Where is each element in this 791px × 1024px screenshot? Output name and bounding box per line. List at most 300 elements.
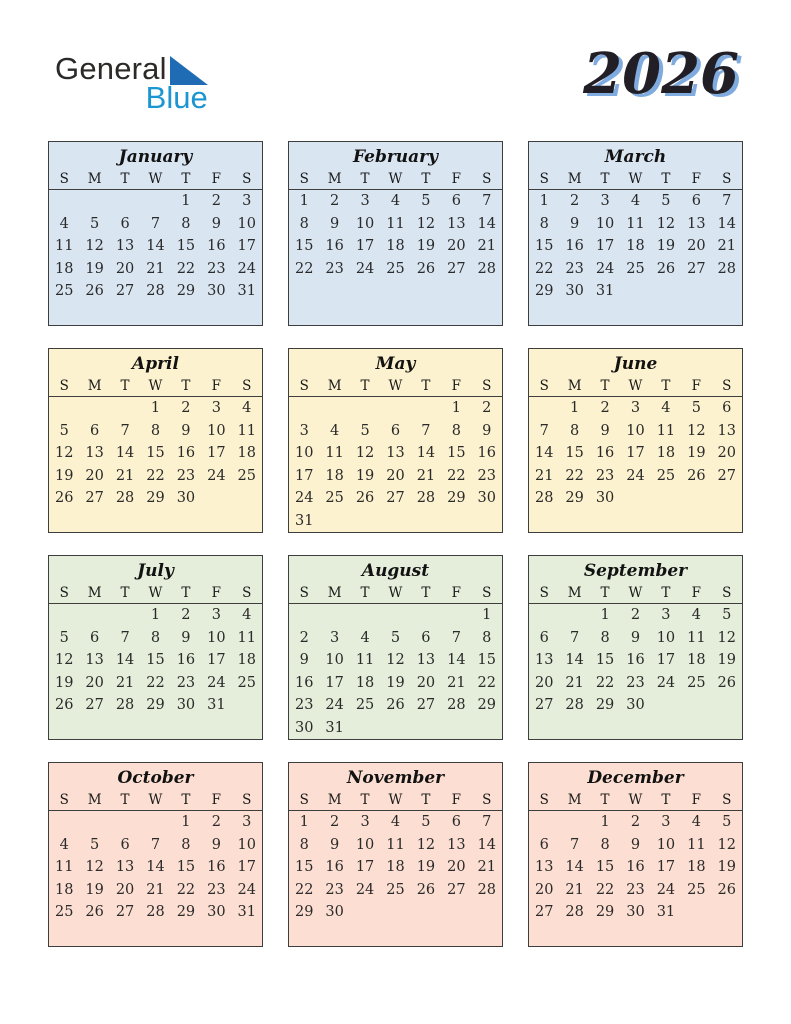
weekday-label: S	[59, 792, 69, 808]
day-cell	[529, 303, 559, 326]
day-cell: 20	[687, 238, 706, 255]
day-cell	[559, 717, 589, 740]
day-cell	[380, 397, 410, 420]
day-cell: 30	[294, 719, 314, 736]
day-cell: 1	[181, 814, 191, 831]
weekday-label: T	[120, 585, 130, 601]
day-cell: 27	[85, 490, 104, 507]
day-cell: 18	[355, 674, 375, 691]
day-cell: 10	[355, 215, 375, 232]
days-grid	[529, 190, 742, 325]
day-cell: 28	[146, 283, 165, 300]
day-cell	[289, 303, 319, 326]
day-cell: 28	[416, 490, 436, 507]
day-cell: 27	[534, 697, 554, 714]
month-title: July	[137, 561, 174, 581]
day-cell: 14	[477, 836, 496, 853]
day-cell	[110, 811, 140, 834]
weekday-label: T	[120, 792, 130, 808]
day-cell: 23	[176, 674, 196, 691]
day-cell	[559, 303, 589, 326]
day-cell: 29	[595, 697, 615, 714]
day-cell: 2	[630, 814, 641, 831]
day-cell	[712, 510, 742, 533]
weekday-label: M	[87, 792, 102, 808]
day-cell: 3	[299, 422, 309, 439]
days-grid	[529, 397, 742, 532]
day-cell: 31	[207, 697, 226, 714]
day-cell: 12	[416, 836, 436, 853]
day-cell: 6	[421, 629, 431, 646]
day-cell: 2	[330, 193, 340, 210]
day-cell	[651, 510, 681, 533]
day-cell: 31	[237, 283, 256, 300]
day-cell: 24	[237, 260, 256, 277]
day-cell	[201, 303, 231, 326]
day-cell: 22	[146, 674, 165, 691]
day-cell	[472, 901, 502, 924]
day-cell	[232, 694, 262, 717]
day-cell	[472, 280, 502, 303]
day-cell	[441, 303, 471, 326]
day-cell: 2	[630, 607, 641, 624]
day-cell: 17	[325, 674, 344, 691]
day-cell	[411, 510, 441, 533]
day-cell: 21	[565, 881, 584, 898]
day-cell: 8	[299, 836, 309, 853]
day-cell: 15	[595, 859, 615, 876]
day-cell: 9	[330, 215, 340, 232]
weekday-label: S	[299, 171, 309, 187]
day-cell	[140, 717, 170, 740]
day-cell: 15	[595, 652, 615, 669]
day-cell	[350, 303, 380, 326]
day-cell: 7	[570, 629, 580, 646]
day-cell: 6	[390, 422, 401, 439]
day-cell: 22	[176, 260, 196, 277]
day-cell: 24	[656, 674, 676, 691]
day-cell: 8	[482, 629, 492, 646]
day-cell: 19	[717, 859, 736, 876]
day-cell: 25	[687, 674, 706, 691]
day-cell	[171, 924, 201, 947]
days-grid	[289, 397, 502, 532]
day-cell	[590, 303, 620, 326]
day-cell: 6	[120, 215, 130, 232]
day-cell: 5	[90, 836, 100, 853]
day-cell: 7	[451, 629, 461, 646]
days-grid	[529, 604, 742, 739]
day-cell: 29	[176, 283, 196, 300]
day-cell: 26	[717, 881, 736, 898]
day-cell: 27	[447, 260, 466, 277]
day-cell: 6	[691, 193, 701, 210]
day-cell	[559, 604, 589, 627]
day-cell: 25	[54, 904, 74, 921]
day-cell: 11	[355, 652, 375, 669]
day-cell	[681, 924, 711, 947]
day-cell: 21	[115, 467, 135, 484]
day-cell: 29	[477, 697, 496, 714]
weekday-label: S	[722, 792, 732, 808]
day-cell: 3	[661, 607, 671, 624]
month-title: May	[375, 354, 416, 374]
weekday-label: S	[722, 171, 732, 187]
day-cell: 15	[146, 445, 165, 462]
weekday-label: T	[181, 792, 191, 808]
year-title: 2026	[583, 41, 739, 107]
day-cell	[620, 924, 650, 947]
weekday-label: T	[600, 171, 610, 187]
day-cell: 13	[447, 215, 466, 232]
day-cell	[380, 510, 410, 533]
days-grid	[49, 604, 262, 739]
month-title: October	[117, 768, 194, 788]
day-cell: 17	[294, 467, 314, 484]
day-cell	[681, 694, 711, 717]
day-cell: 22	[294, 881, 314, 898]
day-cell: 19	[355, 467, 375, 484]
day-cell: 13	[687, 215, 706, 232]
month-card	[528, 555, 743, 740]
day-cell: 3	[211, 400, 221, 417]
day-cell	[289, 924, 319, 947]
day-cell: 12	[416, 215, 436, 232]
day-cell	[712, 694, 742, 717]
weekday-header-row	[49, 168, 262, 190]
day-cell: 15	[477, 652, 496, 669]
weekday-label: S	[242, 378, 252, 394]
day-cell: 9	[482, 422, 492, 439]
day-cell: 12	[85, 859, 104, 876]
weekday-label: F	[451, 792, 462, 808]
day-cell	[110, 604, 140, 627]
day-cell	[201, 924, 231, 947]
day-cell: 14	[477, 215, 496, 232]
day-cell: 7	[150, 215, 161, 232]
day-cell	[319, 280, 349, 303]
day-cell: 20	[717, 445, 736, 462]
day-cell	[681, 510, 711, 533]
day-cell: 22	[595, 881, 615, 898]
day-cell: 18	[237, 652, 256, 669]
day-cell: 17	[207, 652, 226, 669]
day-cell	[79, 510, 109, 533]
day-cell: 27	[386, 490, 405, 507]
day-cell: 21	[146, 260, 165, 277]
day-cell	[651, 694, 681, 717]
day-cell	[441, 510, 471, 533]
day-cell	[171, 510, 201, 533]
weekday-label: T	[421, 378, 431, 394]
weekday-label: S	[539, 378, 549, 394]
day-cell: 25	[54, 283, 74, 300]
day-cell: 17	[595, 238, 615, 255]
day-cell	[529, 924, 559, 947]
day-cell: 13	[386, 445, 405, 462]
day-cell	[110, 190, 140, 213]
day-cell: 1	[181, 193, 191, 210]
day-cell	[140, 811, 170, 834]
day-cell: 5	[390, 629, 401, 646]
day-cell: 6	[539, 629, 549, 646]
day-cell	[79, 397, 109, 420]
weekday-label: T	[120, 171, 130, 187]
weekday-label: W	[148, 792, 163, 808]
day-cell: 10	[207, 629, 226, 646]
day-cell	[590, 717, 620, 740]
day-cell	[110, 397, 140, 420]
day-cell: 5	[691, 400, 701, 417]
day-cell: 26	[54, 490, 74, 507]
day-cell: 21	[477, 859, 496, 876]
day-cell: 22	[477, 674, 496, 691]
day-cell: 20	[85, 467, 104, 484]
day-cell: 10	[355, 836, 375, 853]
day-cell	[472, 924, 502, 947]
day-cell: 3	[600, 193, 610, 210]
day-cell: 5	[59, 422, 69, 439]
day-cell: 3	[661, 814, 671, 831]
day-cell: 20	[416, 674, 436, 691]
day-cell: 11	[54, 238, 74, 255]
day-cell	[79, 811, 109, 834]
day-cell: 11	[325, 445, 344, 462]
day-cell: 7	[150, 836, 161, 853]
day-cell: 23	[595, 467, 615, 484]
day-cell	[350, 717, 380, 740]
day-cell: 6	[451, 193, 461, 210]
day-cell	[411, 280, 441, 303]
day-cell	[171, 717, 201, 740]
day-cell: 29	[595, 904, 615, 921]
day-cell: 19	[386, 674, 405, 691]
day-cell: 21	[565, 674, 584, 691]
day-cell: 2	[211, 193, 221, 210]
weekday-label: M	[567, 792, 582, 808]
weekday-label: M	[327, 585, 342, 601]
day-cell: 1	[600, 607, 610, 624]
days-grid	[49, 811, 262, 946]
day-cell: 20	[447, 238, 466, 255]
day-cell: 27	[115, 904, 135, 921]
day-cell	[380, 604, 410, 627]
day-cell: 8	[539, 215, 549, 232]
day-cell: 12	[687, 422, 706, 439]
day-cell: 19	[416, 238, 436, 255]
day-cell: 20	[85, 674, 104, 691]
day-cell: 23	[477, 467, 496, 484]
days-grid	[49, 190, 262, 325]
day-cell: 18	[237, 445, 256, 462]
weekday-label: T	[661, 171, 671, 187]
day-cell: 6	[120, 836, 130, 853]
day-cell: 29	[146, 490, 165, 507]
day-cell: 30	[477, 490, 496, 507]
day-cell: 23	[325, 260, 344, 277]
day-cell: 3	[630, 400, 641, 417]
weekday-label: F	[451, 171, 462, 187]
day-cell: 9	[630, 836, 641, 853]
day-cell: 15	[447, 445, 466, 462]
day-cell: 4	[691, 814, 701, 831]
day-cell	[651, 924, 681, 947]
day-cell: 2	[482, 400, 492, 417]
weekday-label: T	[360, 792, 370, 808]
day-cell: 25	[237, 674, 256, 691]
day-cell: 30	[595, 490, 615, 507]
day-cell: 9	[630, 629, 641, 646]
day-cell: 14	[717, 215, 736, 232]
day-cell: 4	[691, 607, 701, 624]
day-cell	[411, 901, 441, 924]
day-cell: 24	[595, 260, 615, 277]
day-cell: 19	[85, 881, 104, 898]
day-cell	[79, 924, 109, 947]
weekday-label: W	[628, 171, 643, 187]
day-cell: 22	[146, 467, 165, 484]
day-cell: 25	[656, 467, 676, 484]
month-card	[528, 762, 743, 947]
day-cell: 31	[595, 283, 615, 300]
day-cell: 9	[211, 215, 221, 232]
day-cell: 23	[565, 260, 584, 277]
day-cell	[529, 717, 559, 740]
day-cell: 3	[360, 814, 370, 831]
day-cell	[411, 604, 441, 627]
day-cell: 26	[85, 283, 104, 300]
day-cell: 24	[626, 467, 645, 484]
day-cell	[79, 190, 109, 213]
day-cell: 24	[656, 881, 676, 898]
month-card	[288, 141, 503, 326]
day-cell: 17	[626, 445, 645, 462]
day-cell: 10	[626, 422, 645, 439]
weekday-label: T	[421, 792, 431, 808]
weekday-label: S	[722, 378, 732, 394]
day-cell: 2	[181, 400, 191, 417]
day-cell: 15	[176, 859, 196, 876]
day-cell: 10	[325, 652, 344, 669]
day-cell	[319, 924, 349, 947]
weekday-header-row	[49, 375, 262, 397]
day-cell: 19	[85, 260, 104, 277]
day-cell: 21	[534, 467, 554, 484]
day-cell: 16	[595, 445, 615, 462]
day-cell: 10	[294, 445, 314, 462]
day-cell	[49, 190, 79, 213]
day-cell: 10	[237, 836, 256, 853]
weekday-label: W	[388, 585, 403, 601]
day-cell	[590, 924, 620, 947]
day-cell: 2	[570, 193, 580, 210]
day-cell: 25	[626, 260, 645, 277]
day-cell	[712, 717, 742, 740]
day-cell: 27	[115, 283, 135, 300]
day-cell: 22	[447, 467, 466, 484]
day-cell	[441, 924, 471, 947]
month-title: April	[132, 354, 179, 374]
day-cell: 27	[416, 697, 436, 714]
day-cell: 5	[421, 814, 431, 831]
day-cell	[651, 487, 681, 510]
day-cell	[590, 510, 620, 533]
day-cell: 23	[176, 467, 196, 484]
day-cell: 19	[54, 674, 74, 691]
day-cell: 20	[115, 260, 135, 277]
weekday-label: S	[299, 792, 309, 808]
weekday-label: M	[567, 171, 582, 187]
day-cell	[529, 510, 559, 533]
day-cell	[140, 924, 170, 947]
day-cell: 8	[600, 836, 610, 853]
day-cell: 21	[146, 881, 165, 898]
day-cell: 6	[90, 422, 100, 439]
day-cell: 23	[325, 881, 344, 898]
weekday-label: S	[242, 792, 252, 808]
day-cell: 30	[176, 490, 196, 507]
day-cell: 1	[299, 814, 309, 831]
day-cell	[79, 604, 109, 627]
day-cell: 24	[207, 467, 226, 484]
day-cell	[380, 717, 410, 740]
day-cell: 10	[595, 215, 615, 232]
day-cell: 8	[299, 215, 309, 232]
day-cell: 11	[687, 629, 706, 646]
day-cell: 1	[482, 607, 492, 624]
day-cell	[232, 487, 262, 510]
day-cell: 2	[330, 814, 340, 831]
day-cell	[712, 280, 742, 303]
day-cell: 10	[237, 215, 256, 232]
day-cell: 23	[626, 881, 645, 898]
day-cell	[140, 190, 170, 213]
day-cell: 9	[330, 836, 340, 853]
day-cell: 22	[294, 260, 314, 277]
day-cell: 11	[687, 836, 706, 853]
weekday-label: S	[59, 171, 69, 187]
weekday-header-row	[529, 375, 742, 397]
day-cell: 12	[54, 445, 74, 462]
weekday-label: T	[181, 171, 191, 187]
day-cell: 16	[294, 674, 314, 691]
day-cell: 18	[687, 859, 706, 876]
weekday-label: M	[567, 585, 582, 601]
day-cell: 12	[85, 238, 104, 255]
day-cell: 13	[85, 652, 104, 669]
month-card	[48, 555, 263, 740]
day-cell: 9	[299, 652, 309, 669]
day-cell: 16	[176, 445, 196, 462]
weekday-label: F	[451, 585, 462, 601]
day-cell: 26	[355, 490, 375, 507]
day-cell: 21	[447, 674, 466, 691]
day-cell	[319, 397, 349, 420]
day-cell	[350, 901, 380, 924]
day-cell: 31	[325, 719, 344, 736]
day-cell	[319, 303, 349, 326]
day-cell: 7	[120, 422, 130, 439]
day-cell	[620, 303, 650, 326]
day-cell: 30	[207, 283, 226, 300]
day-cell: 2	[181, 607, 191, 624]
weekday-label: F	[691, 171, 702, 187]
day-cell: 19	[416, 859, 436, 876]
day-cell: 2	[299, 629, 309, 646]
day-cell: 11	[386, 836, 405, 853]
day-cell: 9	[181, 422, 191, 439]
weekday-header-row	[49, 789, 262, 811]
